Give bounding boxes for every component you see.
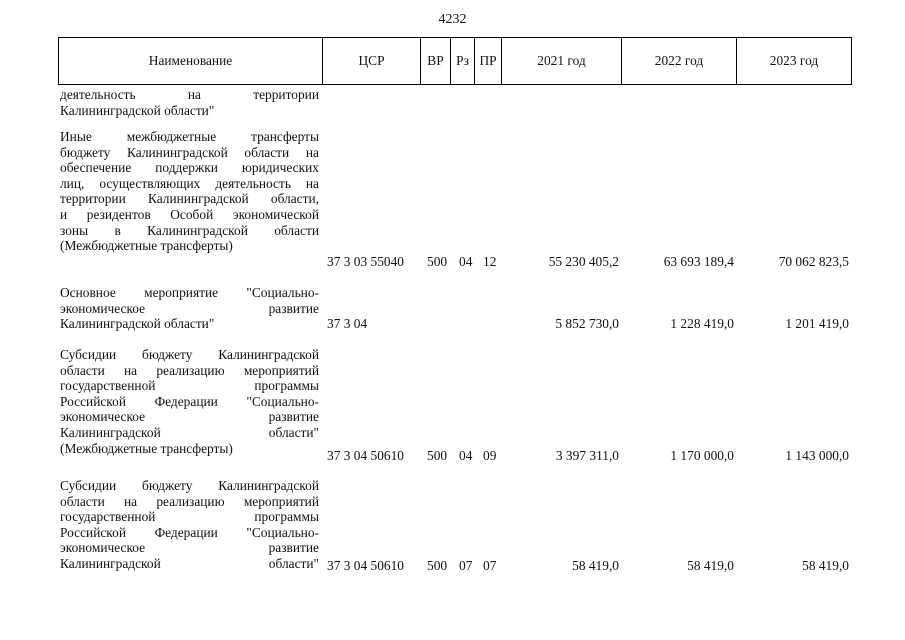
row-csr: 37 3 03 55040 <box>327 254 404 269</box>
row-name-line: Основное мероприятие "Социально- <box>60 285 319 300</box>
row-name-line: зоны в Калининградской области <box>60 222 319 238</box>
row-vr: 500 <box>427 254 448 269</box>
header-pr: ПР <box>479 53 497 68</box>
row-2023: 70 062 823,5 <box>778 254 849 269</box>
row-name-line: Субсидии бюджету Калининградской <box>60 478 319 493</box>
row-2022: 58 419,0 <box>687 558 734 573</box>
row-name-line: лиц, осуществляющих деятельность на <box>60 175 319 191</box>
row-pr: 07 <box>483 558 497 573</box>
row-name-line: области на реализацию мероприятий <box>60 493 319 509</box>
row-name-line: экономическое развитие <box>60 409 319 425</box>
header-rz: Рз <box>456 53 469 68</box>
row-name-line: области на реализацию мероприятий <box>60 362 319 378</box>
header-2021: 2021 год <box>537 53 586 68</box>
row-2021: 58 419,0 <box>572 558 619 573</box>
header-2023: 2023 год <box>769 53 819 68</box>
row-name-line: Российской Федерации "Социально- <box>60 393 319 409</box>
row-2022: 1 170 000,0 <box>670 448 734 463</box>
row-name-line: (Межбюджетные трансферты) <box>60 440 233 456</box>
row-2023: 1 143 000,0 <box>785 448 849 463</box>
row-2021: 3 397 311,0 <box>555 448 619 463</box>
row-name-line: территории Калининградской области, <box>60 191 319 207</box>
table-header <box>58 37 852 85</box>
row-pr: 09 <box>483 448 497 463</box>
row-name <box>60 347 319 456</box>
row-name-line: обеспечение поддержки юридических <box>60 160 319 176</box>
row-rz: 04 <box>459 254 473 269</box>
row-2023: 58 419,0 <box>802 558 849 573</box>
row-name <box>60 129 319 254</box>
header-name: Наименование <box>148 53 233 68</box>
row-name-line: и резидентов Особой экономической <box>60 206 319 222</box>
row-name-line: экономическое развитие <box>60 540 319 556</box>
row-2021: 5 852 730,0 <box>555 316 619 331</box>
row-name-line: государственной программы <box>60 509 319 525</box>
header-vr: ВР <box>427 53 444 68</box>
row-rz: 07 <box>459 558 473 573</box>
row-name-line: Калининградской области" <box>60 555 319 571</box>
row-2023: 1 201 419,0 <box>785 316 849 331</box>
row-name-line: Калининградской области" <box>60 316 215 332</box>
row-name-line: экономическое развитие <box>60 300 319 316</box>
row-name-line: Российской Федерации "Социально- <box>60 524 319 540</box>
row-name <box>60 478 319 572</box>
header-csr: ЦСР <box>358 53 385 68</box>
row-2021: 55 230 405,2 <box>548 254 619 269</box>
row-rz: 04 <box>459 448 473 463</box>
row-name-line: государственной программы <box>60 378 319 394</box>
row-csr: 37 3 04 <box>327 316 368 331</box>
row-name <box>60 285 319 332</box>
row-name-line: (Межбюджетные трансферты) <box>60 238 233 254</box>
row-csr: 37 3 04 50610 <box>327 558 404 573</box>
row-2022: 63 693 189,4 <box>663 254 734 269</box>
row-name-line: деятельность на территории <box>60 87 319 102</box>
row-name-line: Калининградской области" <box>60 102 215 118</box>
row-name-line: бюджету Калининградской области на <box>60 144 319 160</box>
row-csr: 37 3 04 50610 <box>327 448 404 463</box>
row-vr: 500 <box>427 448 448 463</box>
header-2022: 2022 год <box>654 53 704 68</box>
row-pr: 12 <box>483 254 497 269</box>
row-name-line: Калининградской области" <box>60 424 319 440</box>
row-name-line: Иные межбюджетные трансферты <box>60 129 319 144</box>
page-number: 4232 <box>438 12 467 27</box>
row-2022: 1 228 419,0 <box>670 316 734 331</box>
row-name-line: Субсидии бюджету Калининградской <box>60 347 319 362</box>
row-vr: 500 <box>427 558 448 573</box>
row-name <box>60 87 319 118</box>
